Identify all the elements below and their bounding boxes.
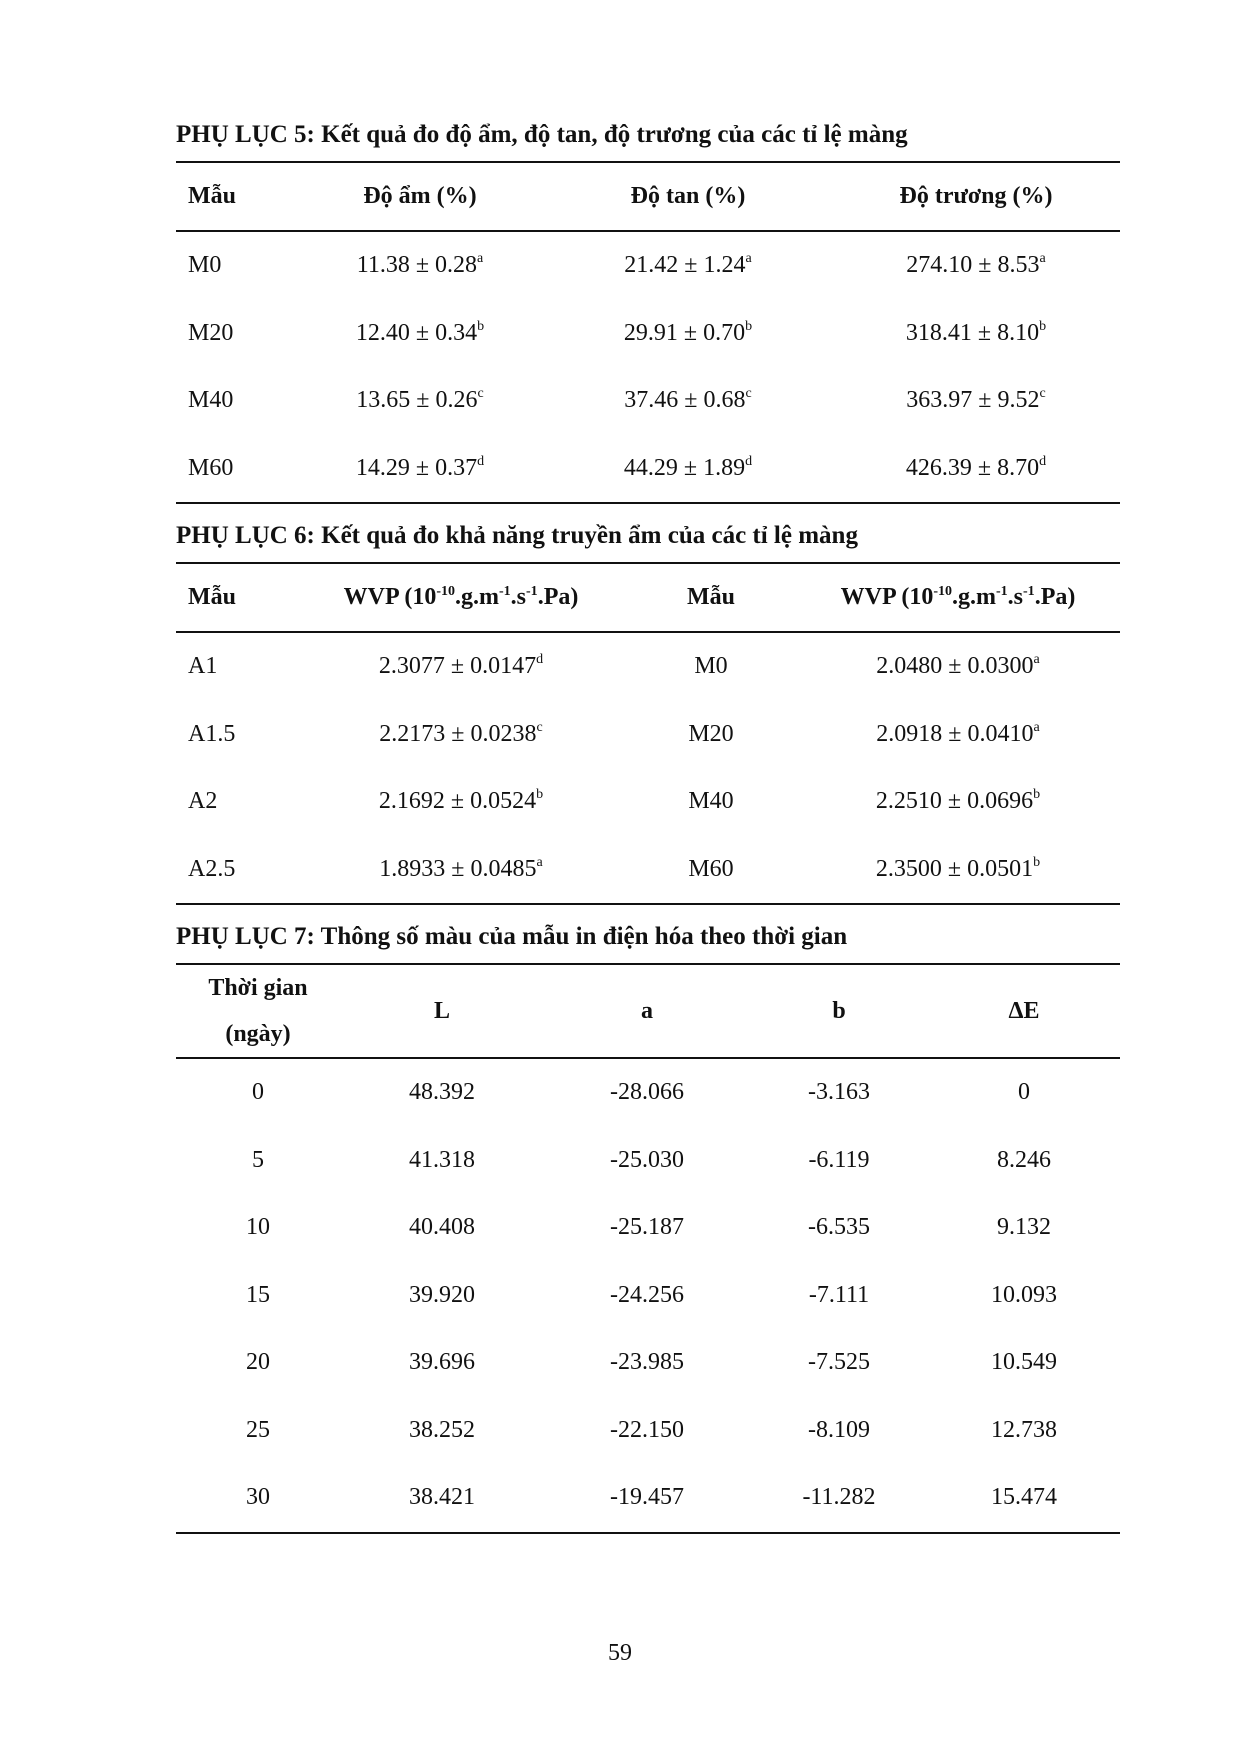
- header-moisture: Độ ẩm (%): [363, 183, 477, 209]
- appendix5-table: [176, 161, 1120, 504]
- b-cell: -8.109: [808, 1416, 870, 1443]
- sample-cell: M60: [188, 454, 234, 481]
- a-cell: -25.187: [610, 1214, 684, 1241]
- moisture-cell: 11.38 ± 0.28$^a$: [356, 251, 484, 279]
- sample-cell: M60: [688, 855, 734, 882]
- sample-cell: M20: [688, 720, 734, 747]
- time-cell: 15: [246, 1281, 270, 1308]
- wvp-cell: 2.3077 ± 0.0147$^d$: [378, 652, 544, 680]
- table-row: [176, 231, 1120, 300]
- a-cell: -28.066: [610, 1079, 684, 1106]
- table-row: [176, 768, 1120, 836]
- deltaE-cell: 0: [1018, 1079, 1030, 1106]
- table-row: [176, 367, 1120, 435]
- header-sample-2: Mẫu: [687, 584, 735, 610]
- b-cell: -7.525: [808, 1349, 870, 1376]
- time-cell: 30: [246, 1484, 270, 1511]
- table-row: [176, 701, 1120, 769]
- a-cell: -22.150: [610, 1416, 684, 1443]
- swelling-cell: 363.97 ± 9.52$^c$: [906, 386, 1046, 414]
- L-cell: 40.408: [409, 1214, 475, 1241]
- table-row: [176, 1464, 1120, 1533]
- header-sample-1: Mẫu: [188, 584, 236, 610]
- time-cell: 25: [246, 1416, 270, 1443]
- table-row: [176, 1329, 1120, 1397]
- table-header-row: [176, 964, 1120, 1058]
- sample-cell: M40: [188, 387, 234, 414]
- table-row: [176, 1058, 1120, 1127]
- b-cell: -6.535: [808, 1214, 870, 1241]
- deltaE-cell: 10.549: [991, 1349, 1057, 1376]
- b-cell: -6.119: [808, 1146, 870, 1173]
- swelling-cell: 318.41 ± 8.10$^b$: [905, 318, 1047, 346]
- sample-cell: M40: [688, 788, 734, 815]
- time-cell: 0: [252, 1079, 264, 1106]
- sample-cell: M0: [694, 653, 728, 680]
- sample-cell: A2: [188, 788, 218, 815]
- header-a: a: [641, 997, 653, 1024]
- L-cell: 48.392: [409, 1079, 475, 1106]
- deltaE-cell: 8.246: [997, 1146, 1051, 1173]
- b-cell: -3.163: [808, 1079, 870, 1106]
- solubility-cell: 44.29 ± 1.89$^d$: [623, 453, 753, 481]
- table-row: [176, 836, 1120, 905]
- b-cell: -7.111: [808, 1281, 870, 1308]
- sample-cell: A1.5: [188, 720, 236, 747]
- wvp-cell: 2.0918 ± 0.0410$^a$: [876, 719, 1040, 747]
- header-time-line2: (ngày): [225, 1021, 291, 1047]
- L-cell: 38.252: [409, 1416, 475, 1443]
- wvp-cell: 2.2173 ± 0.0238$^c$: [379, 719, 543, 747]
- header-wvp-1: WVP $(10^{-10}.g.m^{-1}.s^{-1}.Pa)$: [343, 584, 579, 610]
- header-time: [176, 964, 340, 1058]
- header-swelling: Độ trương (%): [899, 183, 1053, 209]
- appendix7-table: [176, 963, 1120, 1534]
- header-time-line1: Thời gian: [208, 975, 308, 1001]
- time-cell: 20: [246, 1349, 270, 1376]
- sample-cell: A1: [188, 653, 218, 680]
- solubility-cell: 21.42 ± 1.24$^a$: [624, 251, 752, 279]
- a-cell: -24.256: [610, 1281, 684, 1308]
- L-cell: 39.696: [409, 1349, 475, 1376]
- time-cell: 5: [252, 1146, 264, 1173]
- appendix5-title: PHỤ LỤC 5: Kết quả đo độ ẩm, độ tan, độ trương của các tỉ lệ màng: [176, 121, 908, 148]
- table-row: [176, 1194, 1120, 1262]
- b-cell: -11.282: [802, 1484, 876, 1511]
- deltaE-cell: 10.093: [991, 1281, 1057, 1308]
- wvp-cell: 2.3500 ± 0.0501$^b$: [875, 854, 1041, 882]
- appendix6-table: [176, 562, 1120, 905]
- table-header-row: [176, 563, 1120, 632]
- table-row: [176, 300, 1120, 368]
- header-b: b: [832, 997, 846, 1024]
- sample-cell: A2.5: [188, 855, 236, 882]
- table-row: [176, 1397, 1120, 1465]
- sample-cell: M0: [188, 252, 222, 279]
- table-row: [176, 1262, 1120, 1330]
- a-cell: -23.985: [610, 1349, 684, 1376]
- table-row: [176, 435, 1120, 504]
- a-cell: -19.457: [610, 1484, 684, 1511]
- header-L: L: [433, 997, 450, 1024]
- wvp-cell: 2.2510 ± 0.0696$^b$: [875, 787, 1041, 815]
- L-cell: 38.421: [409, 1484, 475, 1511]
- table-row: [176, 1127, 1120, 1195]
- appendix7-title: PHỤ LỤC 7: Thông số màu của mẫu in điện hóa theo thời gian: [176, 923, 848, 950]
- moisture-cell: 12.40 ± 0.34$^b$: [355, 318, 485, 346]
- page-number: 59: [608, 1640, 632, 1666]
- a-cell: -25.030: [610, 1146, 684, 1173]
- solubility-cell: 37.46 ± 0.68$^c$: [624, 386, 752, 414]
- time-cell: 10: [246, 1214, 270, 1241]
- L-cell: 41.318: [409, 1146, 475, 1173]
- deltaE-cell: 12.738: [991, 1416, 1057, 1443]
- table-header-row: [176, 162, 1120, 231]
- wvp-cell: 2.0480 ± 0.0300$^a$: [876, 652, 1040, 680]
- header-solubility: Độ tan (%): [630, 183, 746, 209]
- deltaE-cell: 9.132: [997, 1214, 1051, 1241]
- moisture-cell: 13.65 ± 0.26$^c$: [356, 386, 484, 414]
- header-wvp-2: WVP $(10^{-10}.g.m^{-1}.s^{-1}.Pa)$: [840, 584, 1076, 610]
- moisture-cell: 14.29 ± 0.37$^d$: [355, 453, 485, 481]
- wvp-cell: 2.1692 ± 0.0524$^b$: [378, 787, 544, 815]
- header-sample: Mẫu: [188, 183, 236, 209]
- swelling-cell: 426.39 ± 8.70$^d$: [905, 453, 1047, 481]
- table-row: [176, 632, 1120, 701]
- solubility-cell: 29.91 ± 0.70$^b$: [623, 318, 753, 346]
- header-deltaE: ΔE: [1008, 997, 1040, 1024]
- document-page: [176, 0, 1120, 1534]
- appendix6-title: PHỤ LỤC 6: Kết quả đo khả năng truyền ẩm của các tỉ lệ màng: [176, 522, 858, 549]
- deltaE-cell: 15.474: [991, 1484, 1057, 1511]
- swelling-cell: 274.10 ± 8.53$^a$: [906, 251, 1046, 279]
- L-cell: 39.920: [409, 1281, 475, 1308]
- sample-cell: M20: [188, 319, 234, 346]
- wvp-cell: 1.8933 ± 0.0485$^a$: [379, 854, 543, 882]
